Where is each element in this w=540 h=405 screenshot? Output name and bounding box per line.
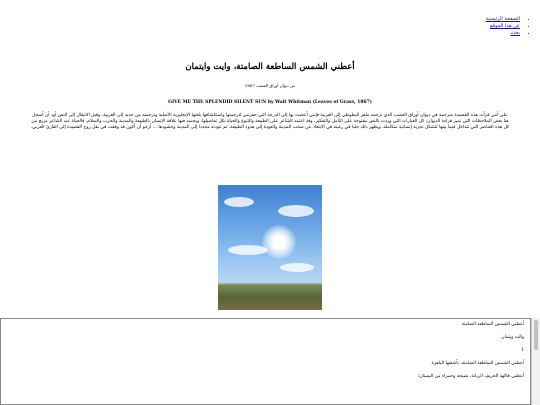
photo-cloud bbox=[280, 263, 314, 272]
site-nav bbox=[486, 16, 535, 37]
poem-line: والت ويتمان bbox=[501, 335, 524, 340]
nav-link-home[interactable]: الصفحة الرئيسية bbox=[485, 16, 520, 22]
page-source: من ديوان أوراق العشب 1867 bbox=[244, 83, 296, 88]
poem-line: أعطني فاكهة الخريف الريانة، نضيجة وحمراء من البستان؛ bbox=[417, 374, 524, 379]
page-title: أعطني الشمس الساطعة الصامتة، وايت وايتمان bbox=[185, 62, 355, 72]
english-title: GIVE ME THE SPLENDID SILENT SUN by Walt Whitman (Leaves of Grass, 1867) bbox=[168, 100, 372, 105]
poem-line: 1 bbox=[521, 348, 524, 353]
scrollbar-thumb[interactable] bbox=[534, 320, 538, 350]
photo-cloud bbox=[278, 205, 314, 217]
nav-link-search[interactable]: بحث bbox=[510, 30, 520, 36]
nav-item-about bbox=[486, 23, 521, 30]
poem-textarea[interactable] bbox=[0, 318, 531, 405]
poem-line: أعطني الشمس الساطعة الصامتة، بأشعتها الباهرة bbox=[431, 361, 524, 366]
nav-item-home bbox=[486, 16, 521, 23]
nav-item-search bbox=[486, 30, 521, 37]
photo-sun bbox=[262, 225, 296, 259]
sun-field-photo bbox=[218, 185, 322, 310]
nav-link-about[interactable]: عن هذا الموقع bbox=[489, 23, 520, 29]
poem-line: أعطني الشمس الساطعة الصامتة bbox=[461, 322, 524, 327]
poem-scrollbar[interactable] bbox=[531, 318, 540, 405]
photo-cloud bbox=[224, 197, 254, 207]
intro-paragraph: على أنني قرأت هذه القصيدة مترجمة في ديوان أوراق العشب الذي ترجمه ماهر البطوطي إلى العربية فإنني أعجبت بها إلى الدرجة التي حفزتني لترجمتها واستكشافها بلغتها الإنجليزية الأصلية وترجمته من جديد إلى العربية، وقبل الانتقال إلى النص أود أن أسجل هنا بعض الملاحظات التي تميز قراءة الديوان: كل العبارات التي وردت بالنص مفتوحة على التأمل والتفكير، وقد اعتمد الشاعر على الطبيعة والتنوع والحياة بكل تفاصيلها، ويجسد فيها علاقة الإنسان بالطبيعة والمدينة والحرب والسلام، فالحياة عند الشاعر مزيج من كل هذه العناصر التي تتداخل فيما بينها لتشكل تجربة إنسانية متكاملة، ويظهر ذلك جليا في رغبته في الابتعاد عن صخب المدينة والعودة إلى هدوء الطبيعة، ثم عودته مجددا إلى المدينة وحشودها ... أرجو أن أكون قد وفقت في نقل روح القصيدة إلى القارئ العربي. bbox=[30, 113, 510, 131]
